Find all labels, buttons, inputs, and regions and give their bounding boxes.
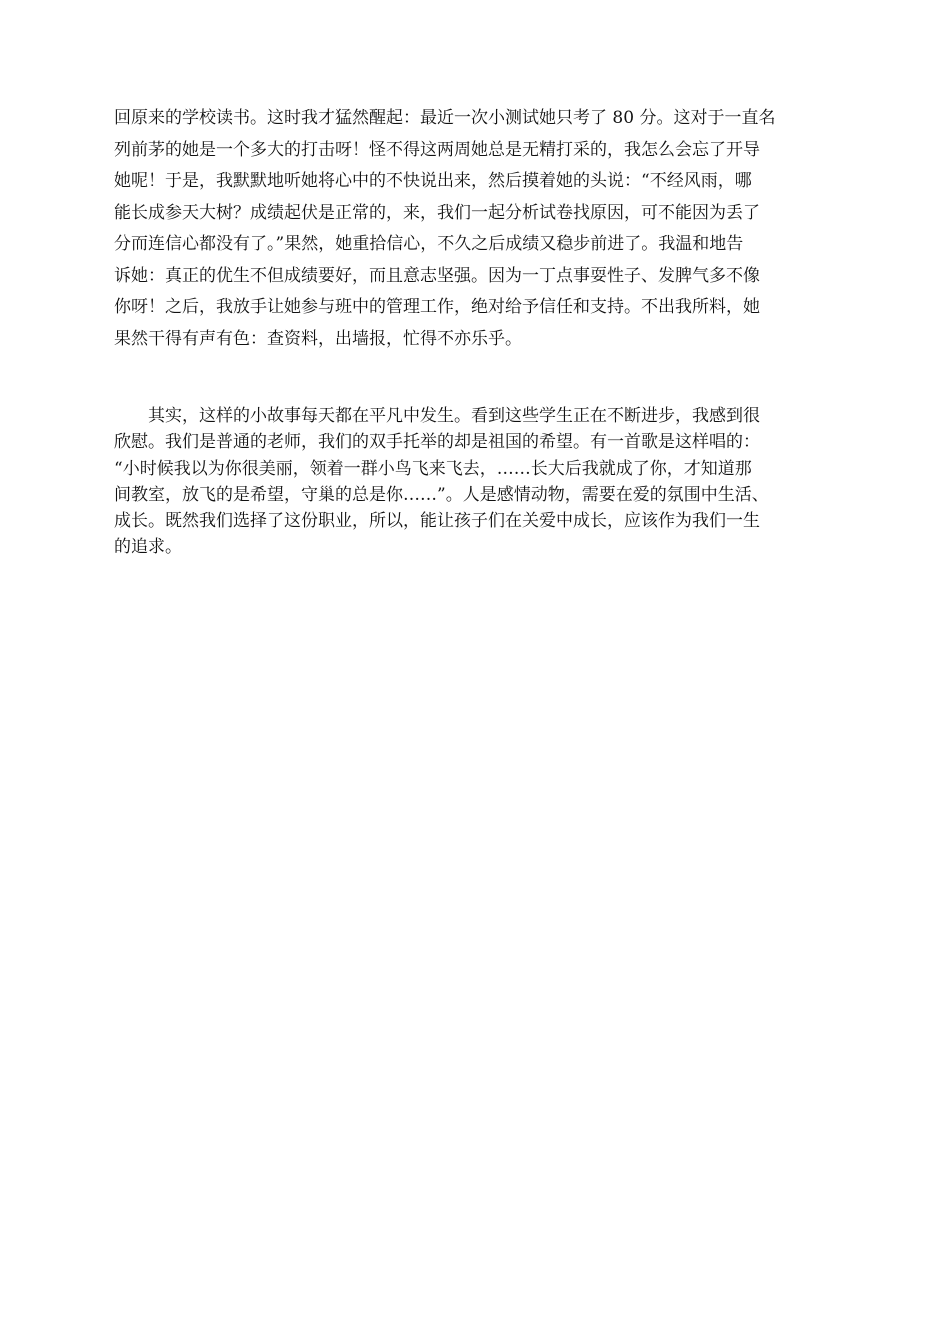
- text-line: 其实，这样的小故事每天都在平凡中发生。看到这些学生正在不断进步，我感到很: [114, 406, 760, 426]
- text-line: 果然干得有声有色：查资料，出墙报，忙得不亦乐乎。: [114, 328, 522, 349]
- paragraph-1: [114, 103, 854, 355]
- text-line: “小时候我以为你很美丽，领着一群小鸟飞来飞去，……长大后我就成了你，才知道那: [114, 458, 752, 479]
- paragraph-2: [114, 403, 854, 561]
- text-line: 回原来的学校读书。这时我才猛然醒起：最近一次小测试她只考了 80 分。这对于一直名: [114, 108, 776, 128]
- text-line: 分而连信心都没有了。”果然，她重拾信心，不久之后成绩又稳步前进了。我温和地告: [114, 234, 744, 254]
- text-line: 间教室，放飞的是希望，守巢的总是你……”。人是感情动物，需要在爱的氛围中生活、: [114, 484, 769, 505]
- text-line: 列前茅的她是一个多大的打击呀！怪不得这两周她总是无精打采的，我怎么会忘了开导: [114, 139, 760, 160]
- text-line: 成长。既然我们选择了这份职业，所以，能让孩子们在关爱中成长，应该作为我们一生: [114, 511, 760, 532]
- text-line: 你呀！之后，我放手让她参与班中的管理工作，绝对给予信任和支持。不出我所料，她: [114, 297, 760, 317]
- text-line: 欣慰。我们是普通的老师，我们的双手托举的却是祖国的希望。有一首歌是这样唱的：: [114, 432, 760, 453]
- text-line: 诉她：真正的优生不但成绩要好，而且意志坚强。因为一丁点事耍性子、发脾气多不像: [114, 265, 760, 286]
- text-line: 能长成参天大树？成绩起伏是正常的，来，我们一起分析试卷找原因，可不能因为丢了: [114, 202, 760, 223]
- text-line: 她呢！于是，我默默地听她将心中的不快说出来，然后摸着她的头说：“不经风雨，哪: [114, 171, 752, 191]
- text-line: 的追求。: [114, 537, 182, 558]
